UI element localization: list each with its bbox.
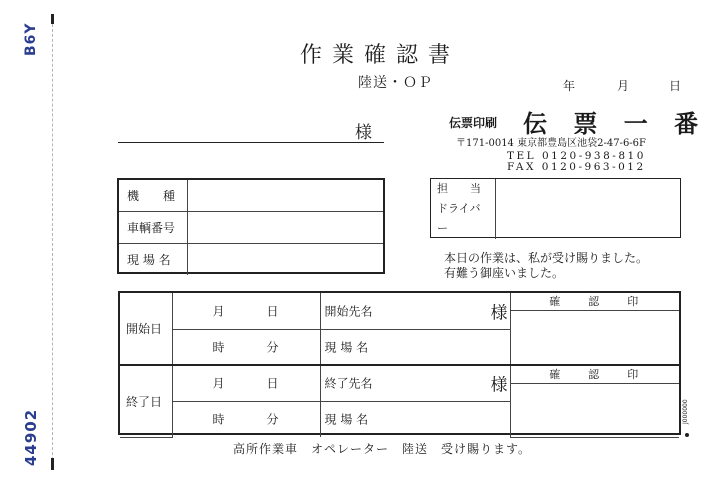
start-client-cell[interactable]	[320, 293, 510, 329]
end-minute-label: 分	[266, 412, 279, 427]
perforation-mark-top	[51, 14, 54, 24]
start-site-cell[interactable]	[320, 329, 510, 365]
driver-box	[430, 178, 681, 238]
end-hour-label: 時	[212, 412, 225, 427]
start-client-label: 開始先名	[324, 304, 373, 319]
date-day-label: 日	[669, 79, 682, 93]
end-time-cell[interactable]	[172, 401, 320, 437]
end-site-cell[interactable]	[320, 401, 510, 437]
driver-label-line2: ドライバー	[437, 202, 481, 235]
end-client-label: 終了先名	[324, 376, 373, 391]
start-site-label: 現 場 名	[324, 340, 369, 355]
driver-label	[431, 179, 496, 239]
end-client-suffix: 様	[490, 375, 508, 396]
end-confirm-label: 確 認 印	[511, 366, 680, 384]
serial-dot	[685, 433, 689, 437]
start-hour-label: 時	[212, 340, 225, 355]
customer-name-line	[118, 142, 384, 143]
end-day-unit-label: 日	[266, 376, 279, 391]
end-confirm-stamp[interactable]	[510, 365, 679, 437]
driver-field[interactable]	[496, 179, 681, 239]
vehicle-number-row	[119, 212, 383, 244]
start-date-cell[interactable]	[172, 293, 320, 329]
site-name-field[interactable]	[188, 244, 384, 276]
end-date-cell[interactable]	[172, 365, 320, 401]
vehicle-model-field[interactable]	[188, 180, 384, 212]
end-date-row	[120, 365, 679, 401]
end-site-label: 現 場 名	[324, 412, 369, 427]
acknowledgement-line2: 有難う御座いました。	[444, 266, 565, 280]
company-address: 〒171-0014 東京都豊島区池袋2-47-6-6F	[456, 138, 646, 149]
date-year-label: 年	[563, 79, 576, 93]
start-day-unit-label: 日	[266, 304, 279, 319]
end-day-label: 終了日	[120, 365, 172, 437]
start-date-row	[120, 293, 679, 329]
company-name: 伝 票 一 番	[523, 109, 708, 138]
form-code-top: B6Y	[23, 22, 39, 56]
vehicle-number-label: 車輌番号	[119, 212, 188, 244]
end-month-label: 月	[212, 376, 225, 391]
site-name-label: 現 場 名	[119, 244, 188, 276]
vehicle-model-label: 機 種	[119, 180, 188, 212]
vehicle-number-field[interactable]	[188, 212, 384, 244]
form-title: 作業確認書	[300, 43, 461, 68]
start-month-label: 月	[212, 304, 225, 319]
company-tel: TEL 0120-938-810	[507, 150, 646, 162]
company-label: 伝票印刷	[449, 116, 498, 130]
site-name-row	[119, 244, 383, 276]
serial-number: J000000	[682, 399, 689, 425]
start-day-label: 開始日	[120, 293, 172, 365]
customer-suffix: 様	[355, 123, 372, 143]
perforation-line	[52, 14, 53, 470]
footer-note: 高所作業車 オペレーター 陸送 受け賜ります。	[233, 442, 532, 456]
end-client-cell[interactable]	[320, 365, 510, 401]
start-time-cell[interactable]	[172, 329, 320, 365]
company-fax: FAX 0120-963-012	[507, 161, 646, 173]
form-code-bottom: 44902	[22, 408, 40, 466]
vehicle-info-box	[117, 178, 385, 274]
form-subtitle: 陸送・ＯＰ	[358, 75, 433, 91]
vehicle-model-row	[119, 180, 383, 212]
start-confirm-stamp[interactable]	[510, 293, 679, 365]
acknowledgement-line1: 本日の作業は、私が受け賜りました。	[444, 251, 649, 265]
driver-label-line1: 担 当	[437, 182, 481, 195]
start-minute-label: 分	[266, 340, 279, 355]
perforation-mark-bottom	[51, 458, 54, 470]
start-confirm-label: 確 認 印	[511, 293, 680, 311]
date-month-label: 月	[617, 79, 630, 93]
start-client-suffix: 様	[490, 303, 508, 324]
work-time-table	[118, 291, 681, 435]
